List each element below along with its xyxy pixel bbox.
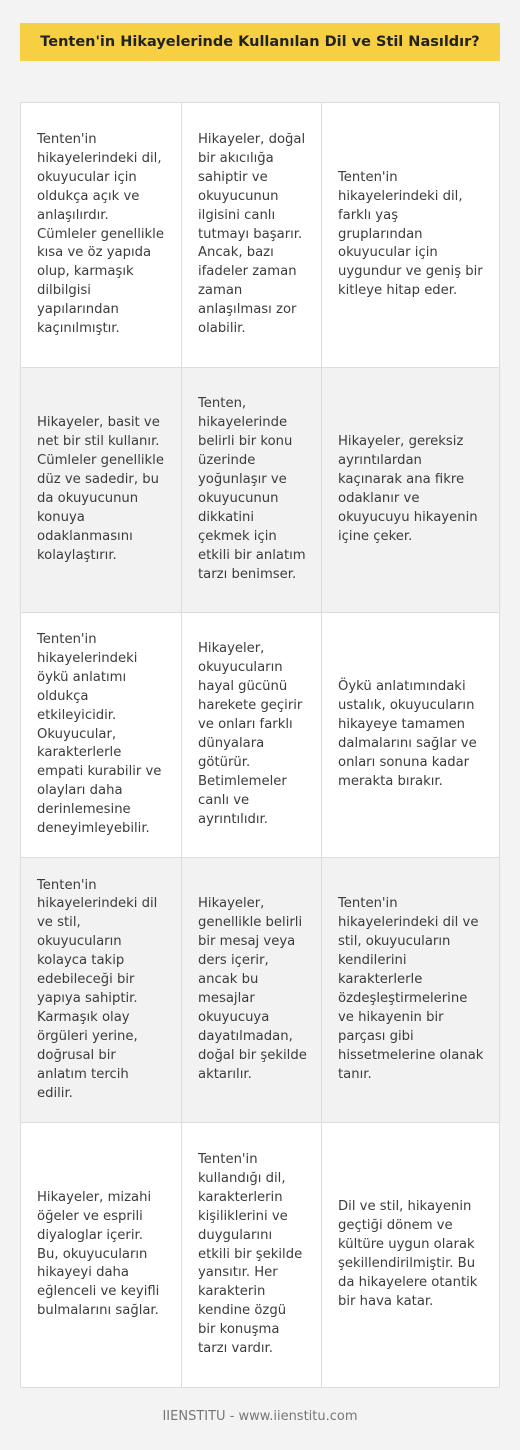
table-row — [21, 613, 499, 858]
table-cell: Tenten'in hikayelerindeki dil ve stil, okuyucuların kendilerini karakterlerle özdeşleştirmelerine ve hikayenin bir parçası gibi hissetmelerine olanak tanır. — [321, 858, 499, 1122]
table-row — [21, 368, 499, 613]
table-cell: Hikayeler, okuyucuların hayal gücünü harekete geçirir ve onları farklı dünyalara götürür. Betimlemeler canlı ve ayrıntılıdır. — [181, 613, 321, 857]
table-cell: Hikayeler, basit ve net bir stil kullanır. Cümleler genellikle düz ve sadedir, bu da okuyucunun konuya odaklanmasını kolaylaştırır. — [37, 415, 164, 563]
table-cell: Dil ve stil, hikayenin geçtiği dönem ve kültüre uygun olarak şekillendirilmiştir. Bu da hikayelere otantik bir hava katar. — [321, 1123, 499, 1387]
table-cell: Hikayeler, mizahi öğeler ve esprili diyaloglar içerir. Bu, okuyucuların hikayeyi daha eğlenceli ve keyifli bulmalarını sağlar. — [37, 1189, 160, 1319]
table-cell: Tenten'in hikayelerindeki dil, farklı yaş gruplarından okuyucular için uygundur ve geniş bir kitleye hitap eder. — [321, 103, 499, 367]
table-cell: Tenten, hikayelerinde belirli bir konu üzerinde yoğunlaşır ve okuyucunun dikkatini çekmek için etkili bir anlatım tarzı benimser. — [181, 368, 321, 612]
table-cell: Hikayeler, doğal bir akıcılığa sahiptir ve okuyucunun ilgisini canlı tutmayı başarır. Ancak, bazı ifadeler zaman zaman anlaşılması zor olabilir. — [181, 103, 321, 367]
table-cell: Tenten'in kullandığı dil, karakterlerin kişiliklerini ve duygularını etkili bir şekilde yansıtır. Her karakterin kendine özgü bir konuşma tarzı vardır. — [181, 1123, 321, 1387]
table-cell: Hikayeler, genellikle belirli bir mesaj veya ders içerir, ancak bu mesajlar okuyucuya dayatılmadan, doğal bir şekilde aktarılır. — [181, 858, 321, 1122]
content-table — [20, 102, 500, 1388]
table-cell: Tenten'in hikayelerindeki öykü anlatımı oldukça etkileyicidir. Okuyucular, karakterlerle empati kurabilir ve olayları daha derinlemesine deneyimleyebilir. — [37, 632, 162, 837]
table-row — [21, 103, 499, 368]
page-title: Tenten'in Hikayelerinde Kullanılan Dil ve Stil Nasıldır? — [20, 23, 500, 61]
table-row — [21, 858, 499, 1123]
footer-credit: IIENSTITU - www.iienstitu.com — [162, 1409, 358, 1424]
table-cell: Tenten'in hikayelerindeki dil, okuyucular için oldukça açık ve anlaşılırdır. Cümleler genellikle kısa ve öz yapıda olup, karmaşık dilbilgisi yapılarından kaçınılmıştır. — [37, 132, 164, 337]
table-cell: Tenten'in hikayelerindeki dil ve stil, okuyucuların kolayca takip edebileceği bir yapıya sahiptir. Karmaşık olay örgüleri yerine, doğrusal bir anlatım tercih edilir. — [37, 877, 158, 1101]
table-cell: Hikayeler, gereksiz ayrıntılardan kaçınarak ana fikre odaklanır ve okuyucuyu hikayenin içine çeker. — [321, 368, 499, 612]
table-cell: Öykü anlatımındaki ustalık, okuyucuların hikayeye tamamen dalmalarını sağlar ve onları sonuna kadar merakta bırakır. — [321, 613, 499, 857]
table-row — [21, 1123, 499, 1387]
